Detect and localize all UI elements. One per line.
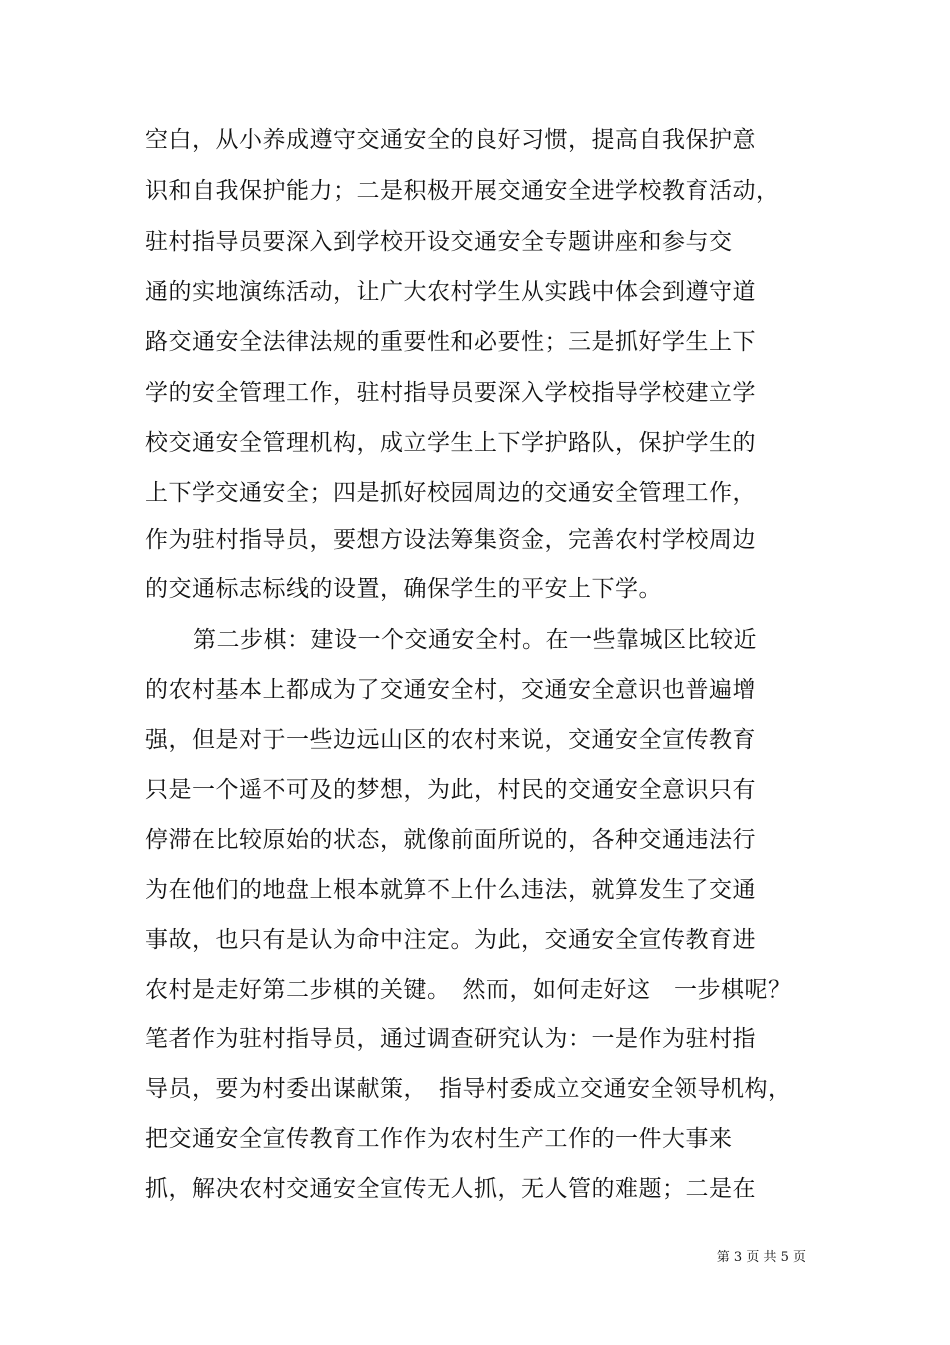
body-line-10: 的交通标志标线的设置，确保学生的平安上下学。 (145, 576, 662, 602)
body-line-20: 导员，要为村委出谋献策， 指导村委成立交通安全领导机构， (145, 1076, 792, 1102)
body-line-1: 空白，从小养成遵守交通安全的良好习惯，提高自我保护意 (145, 127, 756, 153)
body-line-13: 强，但是对于一些边远山区的农村来说，交通安全宣传教育 (145, 727, 756, 753)
body-line-21: 把交通安全宣传教育工作作为农村生产工作的一件大事来 (145, 1126, 733, 1152)
body-line-5: 路交通安全法律法规的重要性和必要性；三是抓好学生上下 (145, 329, 756, 355)
body-line-6: 学的安全管理工作，驻村指导员要深入学校指导学校建立学 (145, 380, 756, 406)
paragraph-2-first-line: 第二步棋：建设一个交通安全村。在一些靠城区比较近 (193, 627, 757, 653)
body-line-7: 校交通安全管理机构，成立学生上下学护路队，保护学生的 (145, 430, 756, 456)
body-line-22: 抓，解决农村交通安全宣传无人抓，无人管的难题；二是在 (145, 1176, 756, 1202)
body-line-9: 作为驻村指导员，要想方设法筹集资金，完善农村学校周边 (145, 527, 756, 553)
body-line-16: 为在他们的地盘上根本就算不上什么违法，就算发生了交通 (145, 877, 756, 903)
body-line-4: 通的实地演练活动，让广大农村学生从实践中体会到遵守道 (145, 279, 756, 305)
body-line-2: 识和自我保护能力；二是积极开展交通安全进学校教育活动， (145, 178, 780, 204)
body-line-19: 笔者作为驻村指导员，通过调查研究认为：一是作为驻村指 (145, 1026, 756, 1052)
body-line-17: 事故，也只有是认为命中注定。为此，交通安全宣传教育进 (145, 927, 756, 953)
body-line-15: 停滞在比较原始的状态，就像前面所说的，各种交通违法行 (145, 827, 756, 853)
body-line-8: 上下学交通安全；四是抓好校园周边的交通安全管理工作， (145, 480, 756, 506)
body-line-18: 农村是走好第二步棋的关键。 然而，如何走好这 一步棋呢？ (145, 977, 792, 1003)
body-line-14: 只是一个遥不可及的梦想，为此，村民的交通安全意识只有 (145, 777, 756, 803)
page-number-footer: 第 3 页 共 5 页 (716, 1250, 806, 1265)
body-line-12: 的农村基本上都成为了交通安全村，交通安全意识也普遍增 (145, 677, 756, 703)
body-line-3: 驻村指导员要深入到学校开设交通安全专题讲座和参与交 (145, 229, 733, 255)
